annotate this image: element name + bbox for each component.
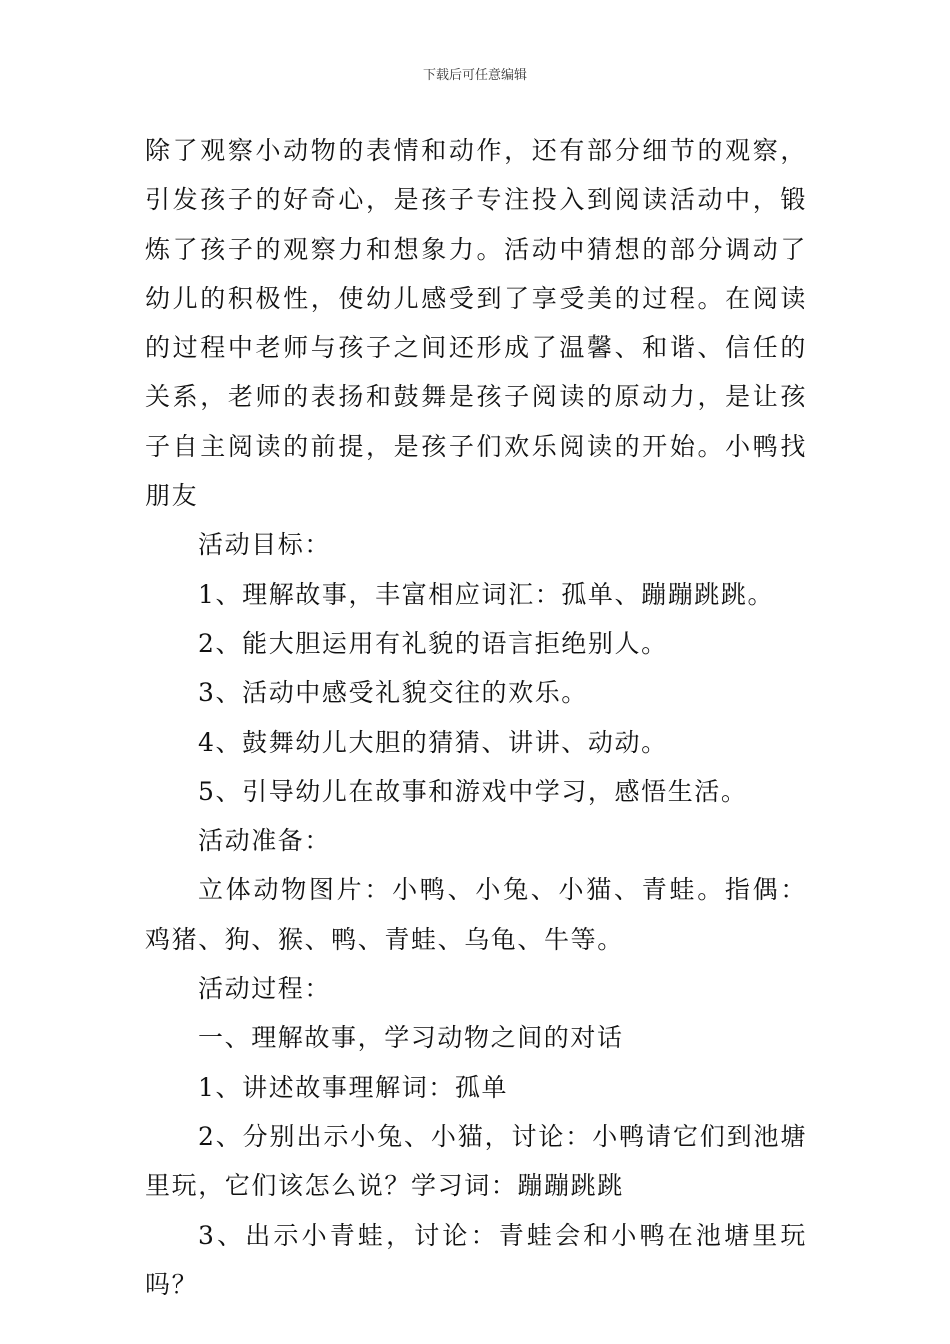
paragraph: 立体动物图片：小鸭、小兔、小猫、青蛙。指偶：鸡猪、狗、猴、鸭、青蛙、乌龟、牛等。 xyxy=(145,875,807,954)
list-item: 3、出示小青蛙，讨论：青蛙会和小鸭在池塘里玩吗？ xyxy=(145,1220,807,1299)
list-item: 5、引导幼儿在故事和游戏中学习，感悟生活。 xyxy=(198,776,748,806)
section-heading-goals: 活动目标： xyxy=(198,530,332,560)
list-item: 1、讲述故事理解词：孤单 xyxy=(198,1072,509,1102)
page-header: 下载后可任意编辑 xyxy=(422,68,527,83)
section-heading-preparation: 活动准备： xyxy=(198,826,332,856)
section-heading-process: 活动过程： xyxy=(198,974,332,1004)
list-item: 4、鼓舞幼儿大胆的猜猜、讲讲、动动。 xyxy=(198,727,668,757)
list-item: 2、能大胆运用有礼貌的语言拒绝别人。 xyxy=(198,628,668,658)
list-item: 1、理解故事，丰富相应词汇：孤单、蹦蹦跳跳。 xyxy=(198,579,775,609)
paragraph: 除了观察小动物的表情和动作，还有部分细节的观察，引发孩子的好奇心，是孩子专注投入到阅读活动中，锻炼了孩子的观察力和想象力。活动中猜想的部分调动了幼儿的积极性，使幼儿感受到了享受美的过程。在阅读的过程中老师与孩子之间还形成了温馨、和谐、信任的关系，老师的表扬和鼓舞是孩子阅读的原动力，是让孩子自主阅读的前提，是孩子们欢乐阅读的开始。小鸭找朋友 xyxy=(145,136,807,511)
document-body xyxy=(145,126,807,1309)
subsection-heading: 一、理解故事，学习动物之间的对话 xyxy=(198,1023,624,1053)
list-item: 2、分别出示小兔、小猫，讨论：小鸭请它们到池塘里玩，它们该怎么说？学习词：蹦蹦跳跳 xyxy=(145,1121,807,1201)
list-item: 3、活动中感受礼貌交往的欢乐。 xyxy=(198,678,588,708)
